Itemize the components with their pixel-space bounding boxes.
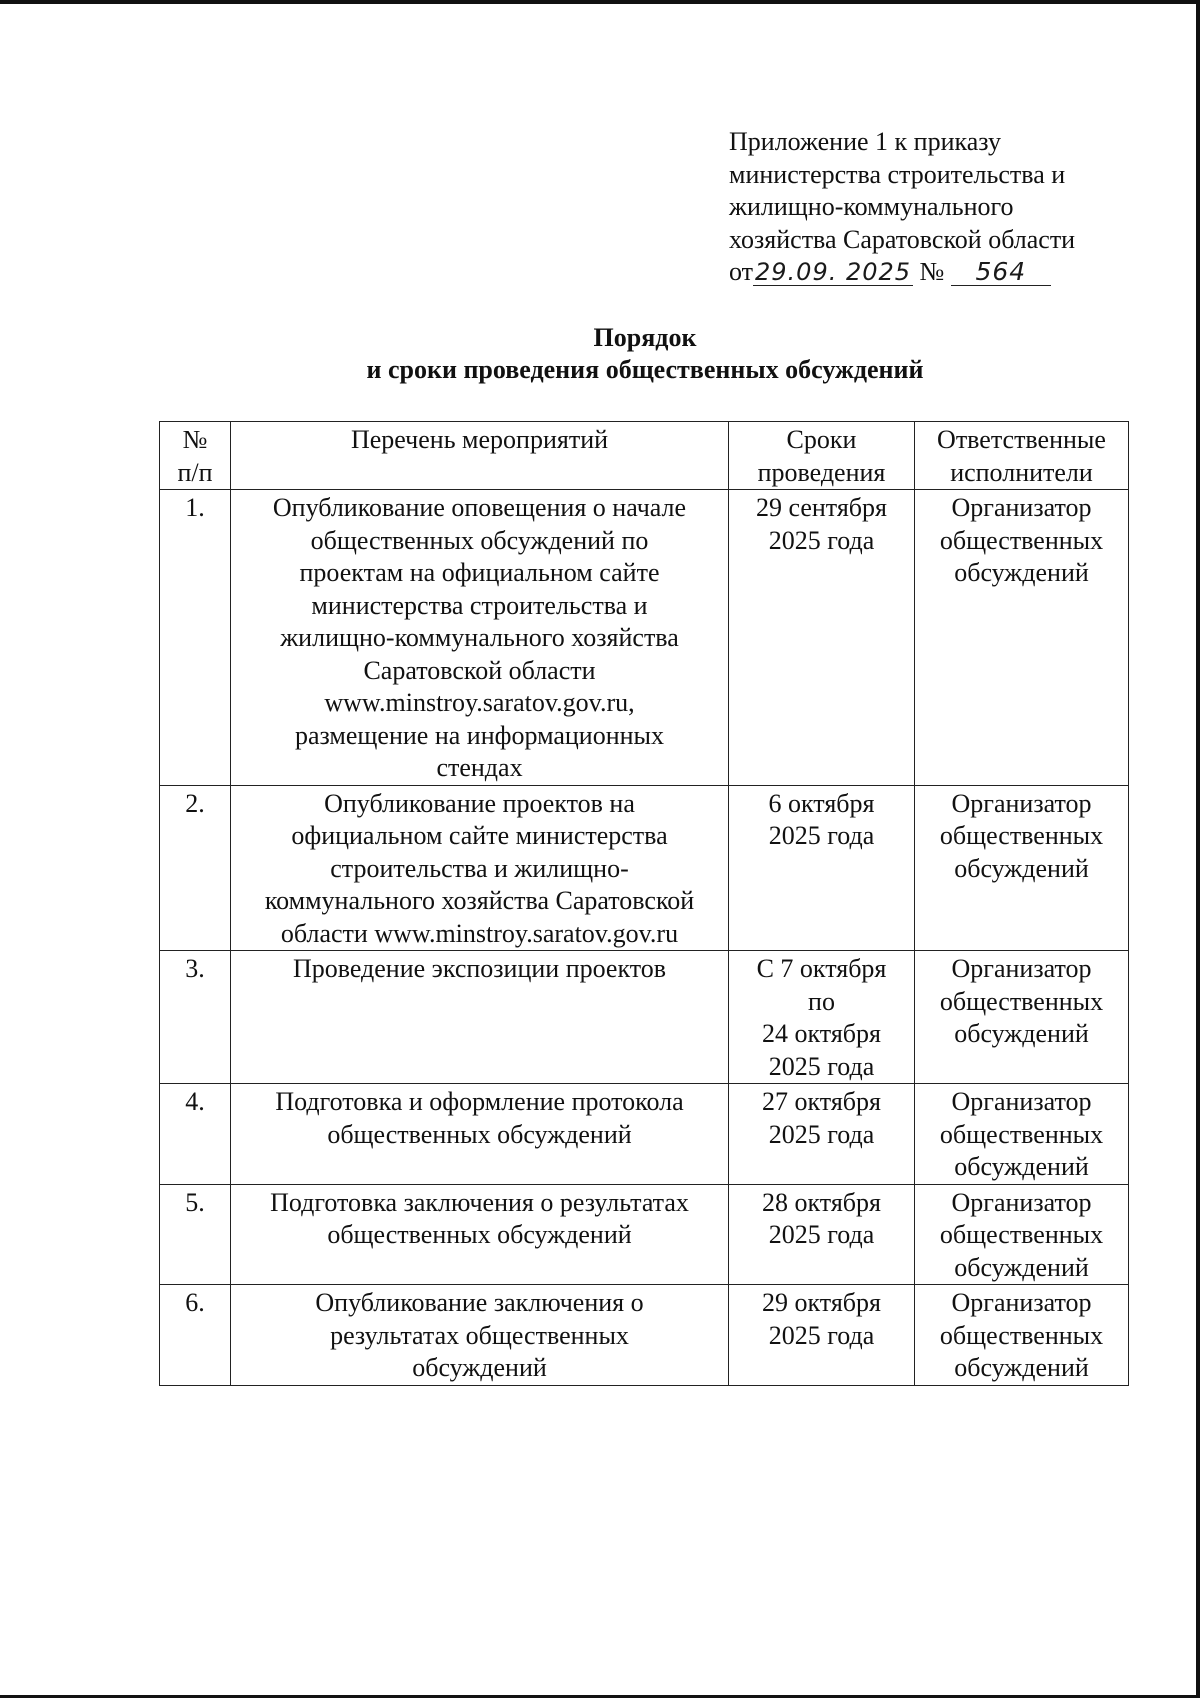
header-dates: Сроки проведения — [729, 422, 915, 490]
row-dates: 28 октября 2025 года — [729, 1184, 915, 1285]
row-responsible: Организатор общественных обсуждений — [915, 1285, 1129, 1386]
appendix-line: хозяйства Саратовской области — [729, 224, 1076, 254]
row-activity: Подготовка и оформление протокола общественных обсуждений — [231, 1084, 729, 1185]
appendix-line: Приложение 1 к приказу — [729, 127, 1002, 156]
row-number: 2. — [160, 785, 231, 951]
table-row — [160, 1184, 1129, 1285]
row-responsible: Организатор общественных обсуждений — [915, 1084, 1129, 1185]
row-dates: 27 октября 2025 года — [729, 1084, 915, 1185]
row-number: 5. — [160, 1184, 231, 1285]
row-activity: Подготовка заключения о результатах общественных обсуждений — [231, 1184, 729, 1285]
row-number: 3. — [160, 951, 231, 1084]
title-line-2: и сроки проведения общественных обсуждений — [366, 355, 924, 384]
handwritten-date: 29.09. 2025 — [755, 258, 912, 286]
table-header-row — [160, 422, 1129, 490]
row-responsible: Организатор общественных обсуждений — [915, 1184, 1129, 1285]
table-row — [160, 1285, 1129, 1386]
row-dates: 29 октября 2025 года — [729, 1285, 915, 1386]
document-title — [0, 322, 1200, 386]
row-activity: Опубликование заключения о результатах общественных обсуждений — [231, 1285, 729, 1386]
table-row — [160, 490, 1129, 786]
row-activity: Проведение экспозиции проектов — [231, 951, 729, 1084]
header-activities: Перечень мероприятий — [231, 422, 729, 490]
appendix-line: министерства строительства и — [729, 159, 1066, 189]
row-dates: С 7 октября по 24 октября 2025 года — [729, 951, 915, 1084]
row-responsible: Организатор общественных обсуждений — [915, 951, 1129, 1084]
from-label: от — [729, 257, 754, 286]
order-date-number-line — [729, 256, 1129, 289]
scan-border-right — [1196, 0, 1200, 1698]
row-responsible: Организатор общественных обсуждений — [915, 785, 1129, 951]
schedule-table — [159, 421, 1129, 1386]
row-activity: Опубликование оповещения о начале общественных обсуждений по проектам на официальном сайте министерства строительства и жилищно-коммунального хозяйства Саратовской области www.minstroy.saratov.gov.ru, размещение на информационных стендах — [231, 490, 729, 786]
header-number: № п/п — [160, 422, 231, 490]
table-row — [160, 951, 1129, 1084]
header-responsible: Ответственные исполнители — [915, 422, 1129, 490]
row-dates: 6 октября 2025 года — [729, 785, 915, 951]
appendix-block — [729, 126, 1129, 289]
row-number: 6. — [160, 1285, 231, 1386]
scan-border-top — [0, 0, 1200, 4]
table-row — [160, 785, 1129, 951]
row-number: 1. — [160, 490, 231, 786]
appendix-line: жилищно-коммунального — [729, 192, 1014, 221]
handwritten-order-number: 564 — [951, 259, 1051, 286]
number-label: № — [919, 257, 945, 286]
table-row — [160, 1084, 1129, 1185]
row-activity: Опубликование проектов на официальном сайте министерства строительства и жилищно- коммунального хозяйства Саратовской области www.minstroy.saratov.gov.ru — [231, 785, 729, 951]
row-responsible: Организатор общественных обсуждений — [915, 490, 1129, 786]
row-number: 4. — [160, 1084, 231, 1185]
row-dates: 29 сентября 2025 года — [729, 490, 915, 786]
title-line-1: Порядок — [593, 323, 697, 352]
